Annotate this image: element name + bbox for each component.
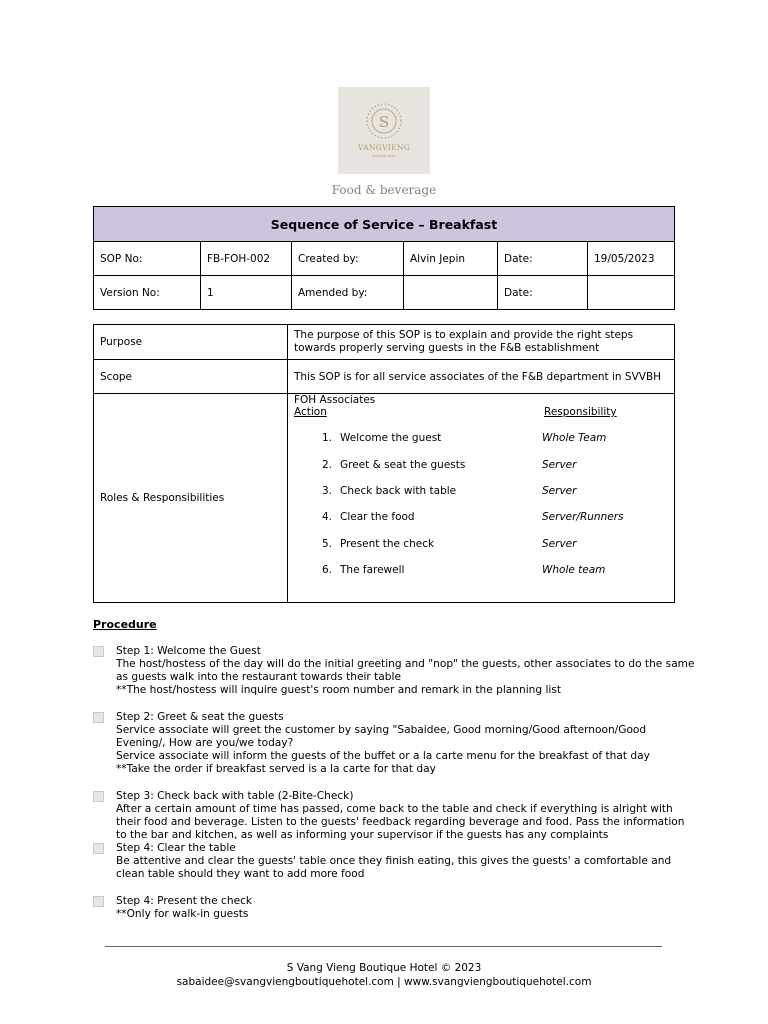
role-number: 4. bbox=[321, 511, 332, 523]
step-line: clean table should they want to add more food bbox=[116, 868, 365, 880]
bullet-icon bbox=[93, 646, 104, 657]
step-title: Step 2: Greet & seat the guests bbox=[116, 711, 284, 723]
date-label: Date: bbox=[498, 242, 588, 276]
role-action: The farewell bbox=[340, 564, 405, 576]
purpose-text bbox=[288, 325, 675, 360]
version-label: Version No: bbox=[94, 276, 201, 310]
role-responsibility: Whole team bbox=[542, 564, 606, 576]
sop-details-table bbox=[93, 324, 675, 603]
step-line: **Take the order if breakfast served is a la carte for that day bbox=[116, 763, 436, 775]
created-by-label: Created by: bbox=[292, 242, 404, 276]
role-action: Check back with table bbox=[340, 485, 457, 497]
bullet-icon bbox=[93, 712, 104, 723]
role-action: Clear the food bbox=[340, 511, 415, 523]
procedure-step bbox=[93, 645, 695, 697]
footer-contact: sabaidee@svangviengboutiquehotel.com | www.svangviengboutiquehotel.com bbox=[176, 976, 592, 988]
bullet-icon bbox=[93, 843, 104, 854]
roles-group: FOH Associates bbox=[294, 394, 376, 406]
step-line: as guests walk into the restaurant towards their table bbox=[116, 671, 401, 683]
scope-text: This SOP is for all service associates of the F&B department in SVVBH bbox=[288, 360, 675, 394]
step-line: Service associate will inform the guests of the buffet or a la carte menu for the breakfast of that day bbox=[116, 750, 650, 762]
logo-monogram: S bbox=[378, 113, 390, 131]
department-title: Food & beverage bbox=[331, 183, 437, 197]
created-by-value: Alvin Jepin bbox=[404, 242, 498, 276]
role-number: 5. bbox=[321, 538, 332, 550]
footer-copyright: S Vang Vieng Boutique Hotel © 2023 bbox=[286, 962, 482, 974]
purpose-label: Purpose bbox=[94, 325, 288, 360]
date2-value bbox=[588, 276, 675, 310]
amended-by-value bbox=[404, 276, 498, 310]
step-title: Step 1: Welcome the Guest bbox=[116, 645, 261, 657]
bullet-icon bbox=[93, 791, 104, 802]
sop-no-value: FB-FOH-002 bbox=[201, 242, 292, 276]
purpose-line: towards properly serving guests in the F&B establishment bbox=[294, 342, 600, 354]
sop-header-table bbox=[93, 206, 675, 310]
step-line: to the bar and kitchen, as well as informing your supervisor if the guests has any complaints bbox=[116, 829, 609, 841]
role-action: Welcome the guest bbox=[340, 432, 442, 444]
role-responsibility: Server bbox=[542, 538, 577, 550]
version-value: 1 bbox=[201, 276, 292, 310]
procedure-heading: Procedure bbox=[93, 618, 157, 631]
role-action: Greet & seat the guests bbox=[340, 459, 466, 471]
logo-brand: VANGVIENG bbox=[358, 143, 410, 152]
role-number: 3. bbox=[321, 485, 332, 497]
action-header: Action bbox=[294, 406, 327, 418]
step-line: The host/hostess of the day will do the initial greeting and "nop" the guests, other associates to do the same bbox=[116, 658, 695, 670]
step-title: Step 4: Clear the table bbox=[116, 842, 236, 854]
role-responsibility: Server bbox=[542, 459, 577, 471]
role-responsibility: Server bbox=[542, 485, 577, 497]
role-number: 2. bbox=[321, 459, 332, 471]
roles-label: Roles & Responsibilities bbox=[94, 394, 288, 603]
amended-by-label: Amended by: bbox=[292, 276, 404, 310]
responsibility-header: Responsibility bbox=[544, 406, 617, 418]
scope-label: Scope bbox=[94, 360, 288, 394]
step-line: Service associate will greet the customer by saying "Sabaidee, Good morning/Good afternoon/Good bbox=[116, 724, 647, 736]
sop-no-label: SOP No: bbox=[94, 242, 201, 276]
role-responsibility: Whole Team bbox=[542, 432, 607, 444]
purpose-line: The purpose of this SOP is to explain and provide the right steps bbox=[294, 329, 634, 341]
footer-divider bbox=[105, 946, 662, 947]
date2-label: Date: bbox=[498, 276, 588, 310]
logo-tagline: BOUTIQUE HOTEL bbox=[372, 155, 396, 158]
procedure-step bbox=[93, 842, 683, 881]
bullet-icon bbox=[93, 896, 104, 907]
roles-cell bbox=[288, 394, 675, 603]
document-title: Sequence of Service – Breakfast bbox=[94, 207, 675, 242]
step-line: After a certain amount of time has passed, come back to the table and check if everything is alright with bbox=[116, 803, 673, 815]
step-title: Step 4: Present the check bbox=[116, 895, 253, 907]
hotel-logo bbox=[338, 87, 430, 174]
role-number: 6. bbox=[321, 564, 332, 576]
role-action: Present the check bbox=[340, 538, 435, 550]
procedure-step bbox=[93, 711, 683, 776]
role-number: 1. bbox=[321, 432, 332, 444]
logo-emblem bbox=[338, 87, 430, 174]
step-line: their food and beverage. Listen to the guests' feedback regarding beverage and food. Pass the information bbox=[116, 816, 685, 828]
date-value: 19/05/2023 bbox=[588, 242, 675, 276]
step-line: Evening/, How are you/we today? bbox=[116, 737, 294, 749]
procedure-step bbox=[93, 895, 683, 921]
step-title: Step 3: Check back with table (2-Bite-Check) bbox=[116, 790, 354, 802]
step-line: **Only for walk-in guests bbox=[116, 908, 249, 920]
step-line: **The host/hostess will inquire guest's room number and remark in the planning list bbox=[116, 684, 561, 696]
role-responsibility: Server/Runners bbox=[542, 511, 624, 523]
procedure-step bbox=[93, 790, 683, 842]
step-line: Be attentive and clear the guests' table once they finish eating, this gives the guests' a comfortable and bbox=[116, 855, 672, 867]
